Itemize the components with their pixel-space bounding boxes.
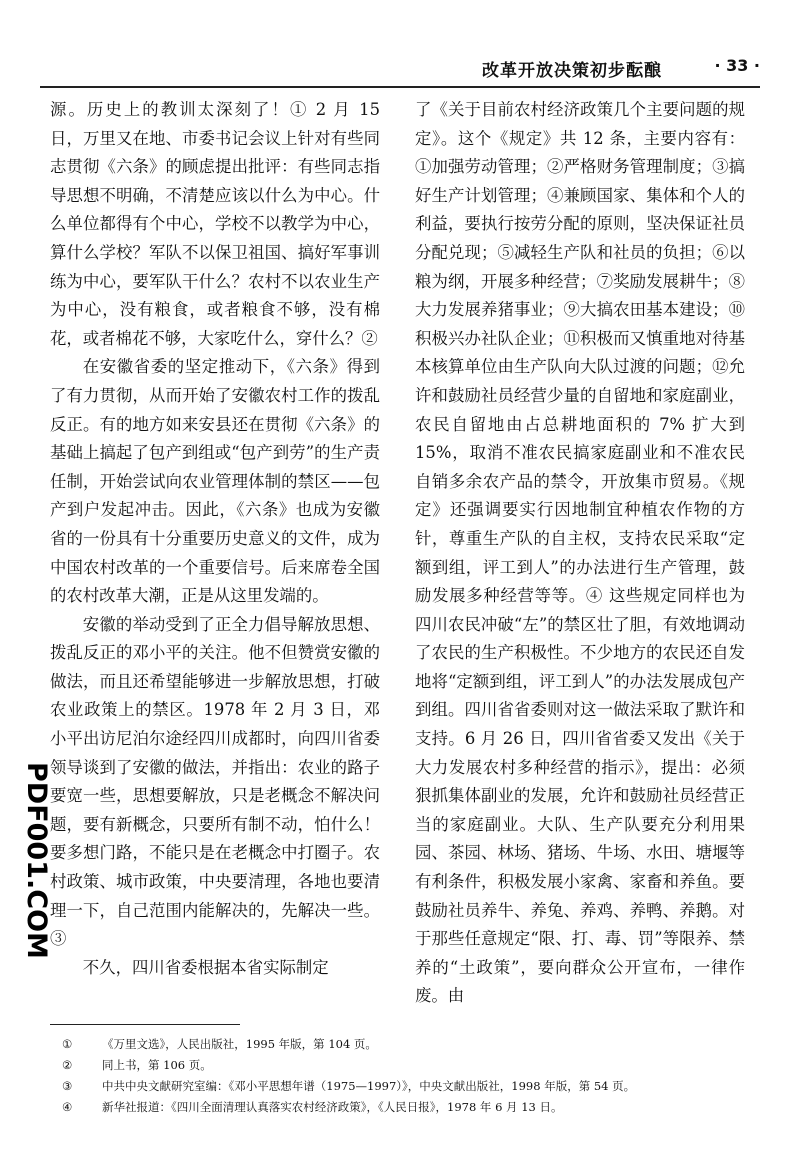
footnote bbox=[62, 1034, 762, 1055]
footnote-mark: ③ bbox=[62, 1079, 73, 1093]
right-column bbox=[415, 96, 745, 1011]
left-paragraph-2: 在安徽省委的坚定推动下，《六条》得到了有力贯彻，从而开始了安徽农村工作的拨乱反正。有的地方如来安县还在贯彻《六条》的基础上搞起了包产到组或“包产到劳”的生产责任制，开始尝试向农业管理体制的禁区——包产到户发起冲击。因此，《六条》也成为安徽省的一份具有十分重要历史意义的文件，成为中国农村改革的一个重要信号。后来席卷全国的农村改革大潮，正是从这里发端的。 bbox=[50, 357, 380, 606]
footnote-mark: ② bbox=[62, 1058, 73, 1072]
left-paragraph-1: 源。历史上的教训太深刻了！① 2 月 15 日，万里又在地、市委书记会议上针对有些同志贯彻《六条》的顾虑提出批评：有些同志指导思想不明确，不清楚应该以什么为中心。什么单位都得有个中心，学校不以教学为中心，算什么学校？军队不以保卫祖国、搞好军事训练为中心，要军队干什么？农村不以农业生产为中心，没有粮食，或者粮食不够，没有棉花，或者棉花不够，大家吃什么，穿什么？② bbox=[50, 100, 380, 348]
footnote bbox=[62, 1076, 762, 1097]
footnote-text: 新华社报道：《四川全面清理认真落实农村经济政策》，《人民日报》，1978 年 6 月 13 日。 bbox=[102, 1100, 563, 1114]
page-header bbox=[40, 52, 760, 88]
footnote bbox=[62, 1097, 762, 1118]
footnote-mark: ① bbox=[62, 1037, 73, 1051]
page-number: · 33 · bbox=[714, 56, 760, 75]
footnotes bbox=[62, 1034, 762, 1118]
left-paragraph-3: 安徽的举动受到了正全力倡导解放思想、拨乱反正的邓小平的关注。他不但赞赏安徽的做法，而且还希望能够进一步解放思想，打破农业政策上的禁区。1978 年 2 月 3 日，邓小平出访尼泊尔途经四川成都时，向四川省委领导谈到了安徽的做法，并指出：农业的路子要宽一些，思想要解放，只是老概念不解决问题，要有新概念，只要所有制不动，怕什么！要多想门路，不能只是在老概念中打圈子。农村政策、城市政策，中央要清理，各地也要清理一下，自己范围内能解决的，先解决一些。③ bbox=[50, 614, 380, 949]
footnote-divider bbox=[50, 1024, 240, 1025]
footnote-mark: ④ bbox=[62, 1100, 73, 1114]
left-paragraph-4: 不久，四川省委根据本省实际制定 bbox=[82, 957, 329, 977]
running-head-title: 改革开放决策初步酝酿 bbox=[482, 61, 662, 81]
footnote bbox=[62, 1055, 762, 1076]
footnote-text: 《万里文选》，人民出版社，1995 年版，第 104 页。 bbox=[102, 1037, 377, 1051]
watermark-logo bbox=[0, 760, 52, 980]
left-column bbox=[50, 96, 380, 982]
watermark-text: PDF001.COM bbox=[21, 762, 52, 959]
right-paragraph-1: 了《关于目前农村经济政策几个主要问题的规定》。这个《规定》共 12 条，主要内容有：①加强劳动管理；②严格财务管理制度；③搞好生产计划管理；④兼顾国家、集体和个人的利益，要执行按劳分配的原则，坚决保证社员分配兑现；⑤减轻生产队和社员的负担；⑥以粮为纲，开展多种经营；⑦奖励发展耕牛；⑧大力发展养猪事业；⑨大搞农田基本建设；⑩积极兴办社队企业；⑪积极而又慎重地对待基本核算单位由生产队向大队过渡的问题；⑫允许和鼓励社员经营少量的自留地和家庭副业，农民自留地由占总耕地面积的 7% 扩大到 15%，取消不准农民搞家庭副业和不准农民自销多余农产品的禁令，开放集市贸易。《规定》还强调要实行因地制宜种植农作物的方针，尊重生产队的自主权，支持农民采取“定额到组，评工到人”的办法进行生产管理，鼓励发展多种经营等等。④ 这些规定同样也为四川农民冲破“左”的禁区壮了胆，有效地调动了农民的生产积极性。不少地方的农民还自发地将“定额到组，评工到人”的办法发展成包产到组。四川省省委则对这一做法采取了默许和支持。6 月 26 日，四川省省委又发出《关于大力发展农村多种经营的指示》，提出：必须狠抓集体副业的发展，允许和鼓励社员经营正当的家庭副业。大队、生产队要充分利用果园、茶园、林场、猪场、牛场、水田、塘堰等有利条件，积极发展小家禽、家畜和养鱼。要鼓励社员养牛、养兔、养鸡、养鸭、养鹅。对于那些任意规定“限、打、毒、罚”等限养、禁养的“土政策”，要向群众公开宣布，一律作废。由 bbox=[415, 100, 745, 1006]
footnote-text: 同上书，第 106 页。 bbox=[102, 1058, 212, 1072]
footnote-text: 中共中央文献研究室编：《邓小平思想年谱（1975—1997）》，中央文献出版社，1998 年版，第 54 页。 bbox=[102, 1079, 636, 1093]
